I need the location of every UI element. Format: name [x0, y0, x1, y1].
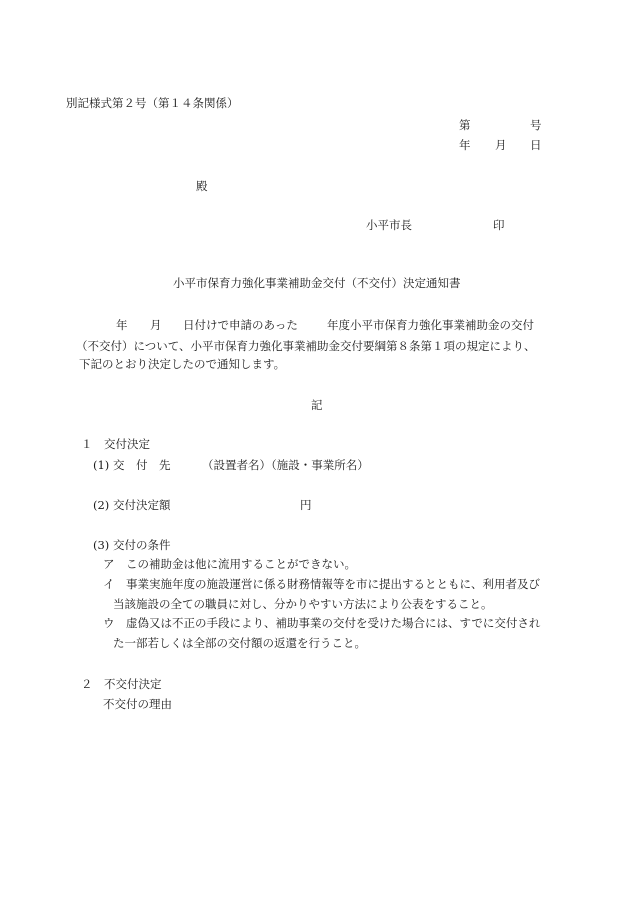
doc-number-prefix: 第 [459, 118, 471, 132]
issuer-seal: 印 [493, 218, 505, 232]
issuer-title: 小平市長 [366, 218, 412, 232]
ki-heading: 記 [311, 398, 323, 412]
body-line2: （不交付）について、小平市保育力強化事業補助金交付要綱第８条第１項の規定により、 [76, 339, 536, 353]
body-line3: 下記のとおり決定したので通知します。 [79, 357, 286, 371]
condition-i-line1: イ 事業実施年度の施設運営に係る財務情報等を市に提出するとともに、利用者及び [103, 577, 540, 591]
doc-number-suffix: 号 [530, 118, 542, 132]
date-day: 日 [530, 138, 542, 152]
form-label: 別記様式第２号（第１４条関係） [66, 96, 239, 110]
amount-label: (2) 交付決定額 [93, 498, 171, 512]
section2-heading: ２ 不交付決定 [81, 677, 162, 691]
condition-i-line2: 当該施設の全ての職員に対し、分かりやすい方法により公表をすること。 [113, 597, 493, 611]
non-grant-reason-label: 不交付の理由 [103, 697, 172, 711]
addressee-honorific: 殿 [196, 179, 208, 193]
conditions-label: (3) 交付の条件 [93, 538, 171, 552]
condition-a: ア この補助金は他に流用することができない。 [103, 557, 356, 571]
recipient-value: （設置者名）（施設・事業所名） [202, 458, 369, 472]
body-month: 月 [150, 318, 162, 332]
body-line1-rest: 年度小平市保育力強化事業補助金の交付 [327, 318, 534, 332]
condition-u-line2: た一部若しくは全部の交付額の返還を行うこと。 [113, 636, 366, 650]
body-applied: 日付けで申請のあった [183, 318, 298, 332]
body-year: 年 [116, 318, 128, 332]
amount-unit: 円 [300, 498, 312, 512]
recipient-label: (1) 交 付 先 [93, 458, 171, 472]
section1-heading: １ 交付決定 [81, 437, 150, 451]
condition-u-line1: ウ 虚偽又は不正の手段により、補助事業の交付を受けた場合には、すでに交付され [103, 616, 541, 630]
date-month: 月 [495, 138, 507, 152]
date-year: 年 [459, 138, 471, 152]
document-title: 小平市保育力強化事業補助金交付（不交付）決定通知書 [173, 276, 461, 290]
